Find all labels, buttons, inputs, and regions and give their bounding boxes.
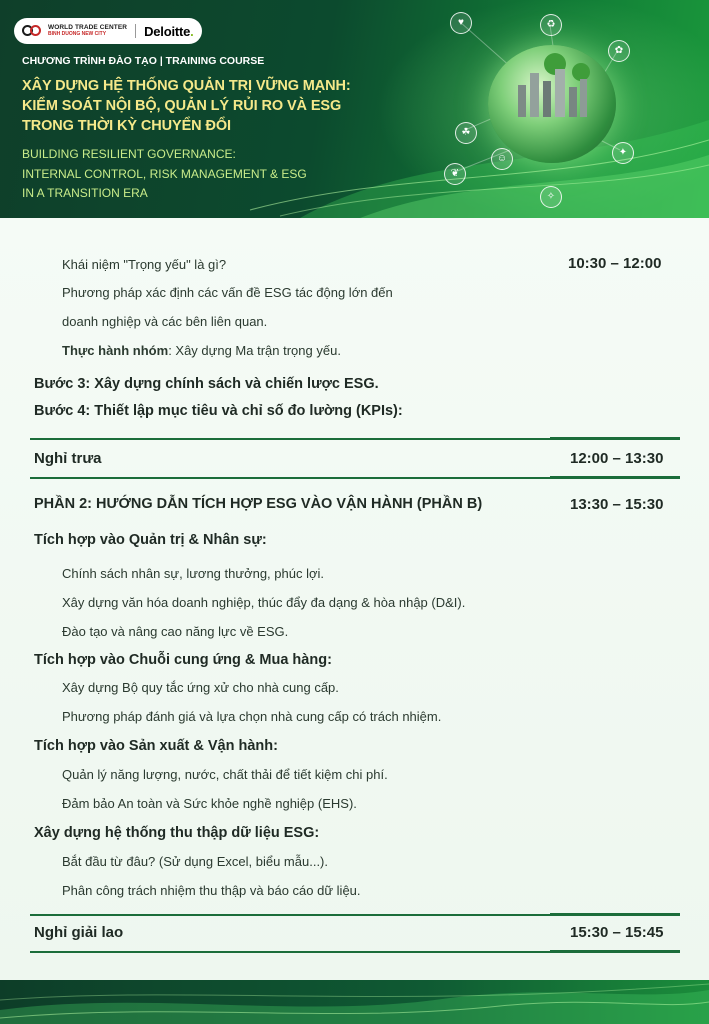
wtc-logo-icon xyxy=(22,24,42,38)
course-title-vi xyxy=(22,76,382,136)
wtc-logo-text xyxy=(48,25,127,38)
handshake-icon: ♥ xyxy=(450,12,472,34)
logo-divider xyxy=(135,24,136,38)
course-kicker: CHƯƠNG TRÌNH ĐÀO TẠO | TRAINING COURSE xyxy=(22,55,265,67)
title-vi-line: TRONG THỜI KỲ CHUYỂN ĐỔI xyxy=(22,118,231,134)
hand-leaf-icon: ✿ xyxy=(608,40,630,62)
part-heading: PHẦN 2: HƯỚNG DẪN TÍCH HỢP ESG VÀO VẬN HÀNH (PHẦN B) xyxy=(34,496,483,512)
plant-icon: ❦ xyxy=(444,163,466,185)
city-buildings xyxy=(512,67,592,117)
agenda-subitem xyxy=(62,343,341,358)
session-time: 10:30 – 12:00 xyxy=(568,255,662,272)
title-vi-line: KIỂM SOÁT NỘI BỘ, QUẢN LÝ RỦI RO VÀ ESG xyxy=(22,98,342,114)
agenda-content xyxy=(0,218,709,980)
divider-line xyxy=(30,438,550,440)
divider-accent xyxy=(550,950,680,953)
section-heading: Tích hợp vào Sản xuất & Vận hành: xyxy=(34,738,278,754)
title-en-line: BUILDING RESILIENT GOVERNANCE: xyxy=(22,147,236,161)
practice-text: : Xây dựng Ma trận trọng yếu. xyxy=(168,343,341,358)
people-icon: ☺ xyxy=(491,148,513,170)
divider-line xyxy=(30,477,550,479)
globe-leaf-icon: ✧ xyxy=(540,186,562,208)
agenda-subitem: Phân công trách nhiệm thu thập và báo cáo dữ liệu. xyxy=(62,883,361,898)
agenda-subitem: doanh nghiệp và các bên liên quan. xyxy=(62,314,268,329)
agenda-subitem: Phương pháp đánh giá và lựa chọn nhà cung cấp có trách nhiệm. xyxy=(62,709,442,724)
divider-accent xyxy=(550,437,680,440)
footer-wave-decoration xyxy=(0,980,709,1024)
session-time: 13:30 – 15:30 xyxy=(570,496,664,513)
eco-globe-illustration xyxy=(488,45,616,163)
section-heading: Tích hợp vào Quản trị & Nhân sự: xyxy=(34,532,267,548)
agenda-subitem: Đào tạo và nâng cao năng lực về ESG. xyxy=(62,624,289,639)
section-heading: Tích hợp vào Chuỗi cung ứng & Mua hàng: xyxy=(34,652,332,668)
title-en-line: IN A TRANSITION ERA xyxy=(22,186,148,200)
ecology-icon: ☘ xyxy=(455,122,477,144)
partner-logos xyxy=(14,18,202,44)
agenda-subitem: Xây dựng văn hóa doanh nghiệp, thúc đẩy đa dạng & hòa nhập (D&I). xyxy=(62,595,466,610)
agenda-subitem: Đảm bảo An toàn và Sức khỏe nghề nghiệp (EHS). xyxy=(62,796,357,811)
header-banner xyxy=(0,0,709,218)
deloitte-wordmark: Deloitte xyxy=(144,23,191,39)
agenda-subitem: Khái niệm "Trọng yếu" là gì? xyxy=(62,257,227,272)
step-heading: Bước 3: Xây dựng chính sách và chiến lược ESG. xyxy=(34,376,379,392)
wtc-name: WORLD TRADE CENTER xyxy=(48,23,128,31)
agenda-subitem: Chính sách nhân sự, lương thưởng, phúc lợi. xyxy=(62,566,324,581)
agenda-subitem: Bắt đầu từ đâu? (Sử dụng Excel, biểu mẫu...). xyxy=(62,854,328,869)
break-time: 15:30 – 15:45 xyxy=(570,924,664,941)
divider-line xyxy=(30,951,550,953)
recycle-icon: ♻ xyxy=(540,14,562,36)
agenda-subitem: Quản lý năng lượng, nước, chất thải để tiết kiệm chi phí. xyxy=(62,767,388,782)
divider-line xyxy=(30,914,550,916)
course-title-en xyxy=(22,145,352,204)
break-time: 12:00 – 13:30 xyxy=(570,450,664,467)
agenda-subitem: Phương pháp xác định các vấn đề ESG tác động lớn đến xyxy=(62,285,393,300)
title-en-line: INTERNAL CONTROL, RISK MANAGEMENT & ESG xyxy=(22,166,307,181)
break-label: Nghỉ giải lao xyxy=(34,924,124,941)
growth-icon: ✦ xyxy=(612,142,634,164)
divider-accent xyxy=(550,913,680,916)
agenda-subitem: Xây dựng Bộ quy tắc ứng xử cho nhà cung cấp. xyxy=(62,680,339,695)
step-heading: Bước 4: Thiết lập mục tiêu và chỉ số đo lường (KPIs): xyxy=(34,403,403,419)
title-vi-line: XÂY DỰNG HỆ THỐNG QUẢN TRỊ VỮNG MẠNH: xyxy=(22,78,351,94)
practice-label: Thực hành nhóm xyxy=(62,343,169,358)
break-label: Nghỉ trưa xyxy=(34,450,102,467)
deloitte-dot-icon: . xyxy=(190,23,194,39)
deloitte-logo xyxy=(144,24,194,39)
section-heading: Xây dựng hệ thống thu thập dữ liệu ESG: xyxy=(34,825,320,841)
footer-band xyxy=(0,980,709,1024)
divider-accent xyxy=(550,476,680,479)
wtc-location: BINH DUONG NEW CITY xyxy=(48,31,107,38)
